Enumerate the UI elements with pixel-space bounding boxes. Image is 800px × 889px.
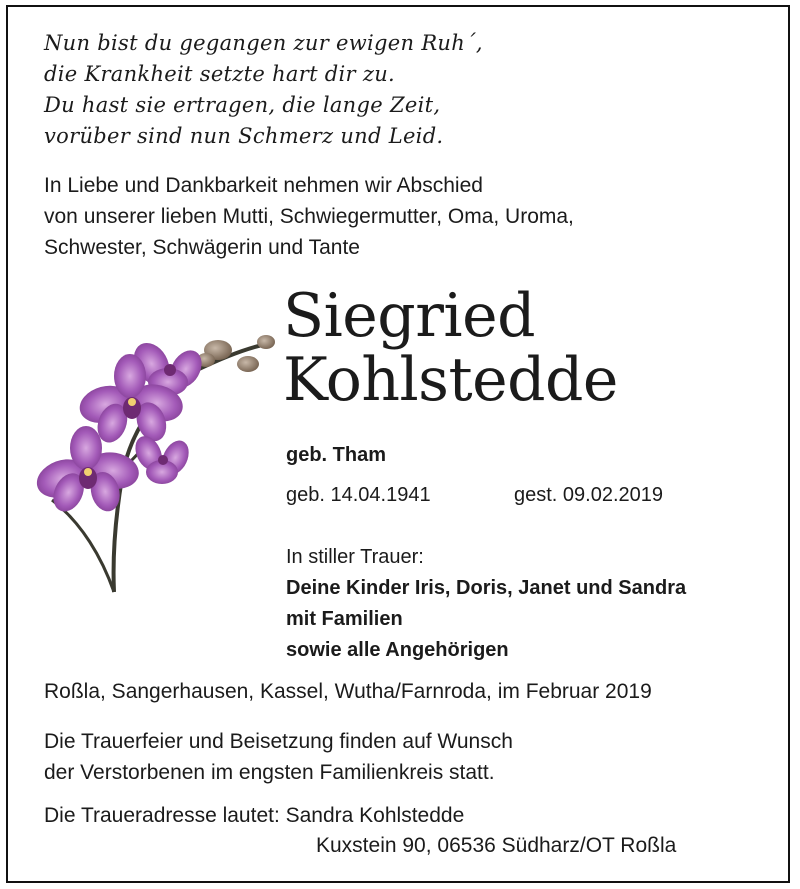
poem (44, 28, 483, 152)
ceremony-line: Die Trauerfeier und Beisetzung finden auf Wunsch (44, 730, 513, 753)
first-name: Siegried (283, 281, 535, 351)
mourners-lead: In stiller Trauer: (286, 546, 424, 568)
intro-line: von unserer lieben Mutti, Schwiegermutter, Oma, Uroma, (44, 205, 574, 228)
orchid-icon (22, 308, 280, 594)
ceremony-note (44, 726, 513, 788)
place-date: Roßla, Sangerhausen, Kassel, Wutha/Farnroda, im Februar 2019 (44, 680, 652, 703)
intro-line: In Liebe und Dankbarkeit nehmen wir Abschied (44, 174, 483, 197)
poem-line: vorüber sind nun Schmerz und Leid. (44, 124, 444, 148)
mourners-line: sowie alle Angehörigen (286, 639, 509, 661)
poem-line: die Krankheit setzte hart dir zu. (44, 62, 396, 86)
birth-date: geb. 14.04.1941 (286, 484, 431, 506)
mourners-line: mit Familien (286, 608, 403, 630)
last-name: Kohlstedde (283, 345, 618, 415)
life-dates (286, 484, 664, 507)
maiden-name: geb. Tham (286, 444, 387, 466)
poem-line: Nun bist du gegangen zur ewigen Ruh´, (44, 31, 483, 55)
ceremony-line: der Verstorbenen im engsten Familienkreis statt. (44, 761, 495, 784)
mourners (286, 542, 686, 666)
deceased-name (283, 281, 618, 415)
poem-line: Du hast sie ertragen, die lange Zeit, (44, 93, 441, 117)
mourning-address-label: Die Traueradresse lautet: Sandra Kohlstedde (44, 804, 465, 827)
intro-text (44, 170, 574, 263)
intro-line: Schwester, Schwägerin und Tante (44, 236, 360, 259)
death-date: gest. 09.02.2019 (514, 484, 664, 506)
mourners-line: Deine Kinder Iris, Doris, Janet und Sandra (286, 577, 687, 599)
mourning-address-street: Kuxstein 90, 06536 Südharz/OT Roßla (316, 834, 677, 857)
